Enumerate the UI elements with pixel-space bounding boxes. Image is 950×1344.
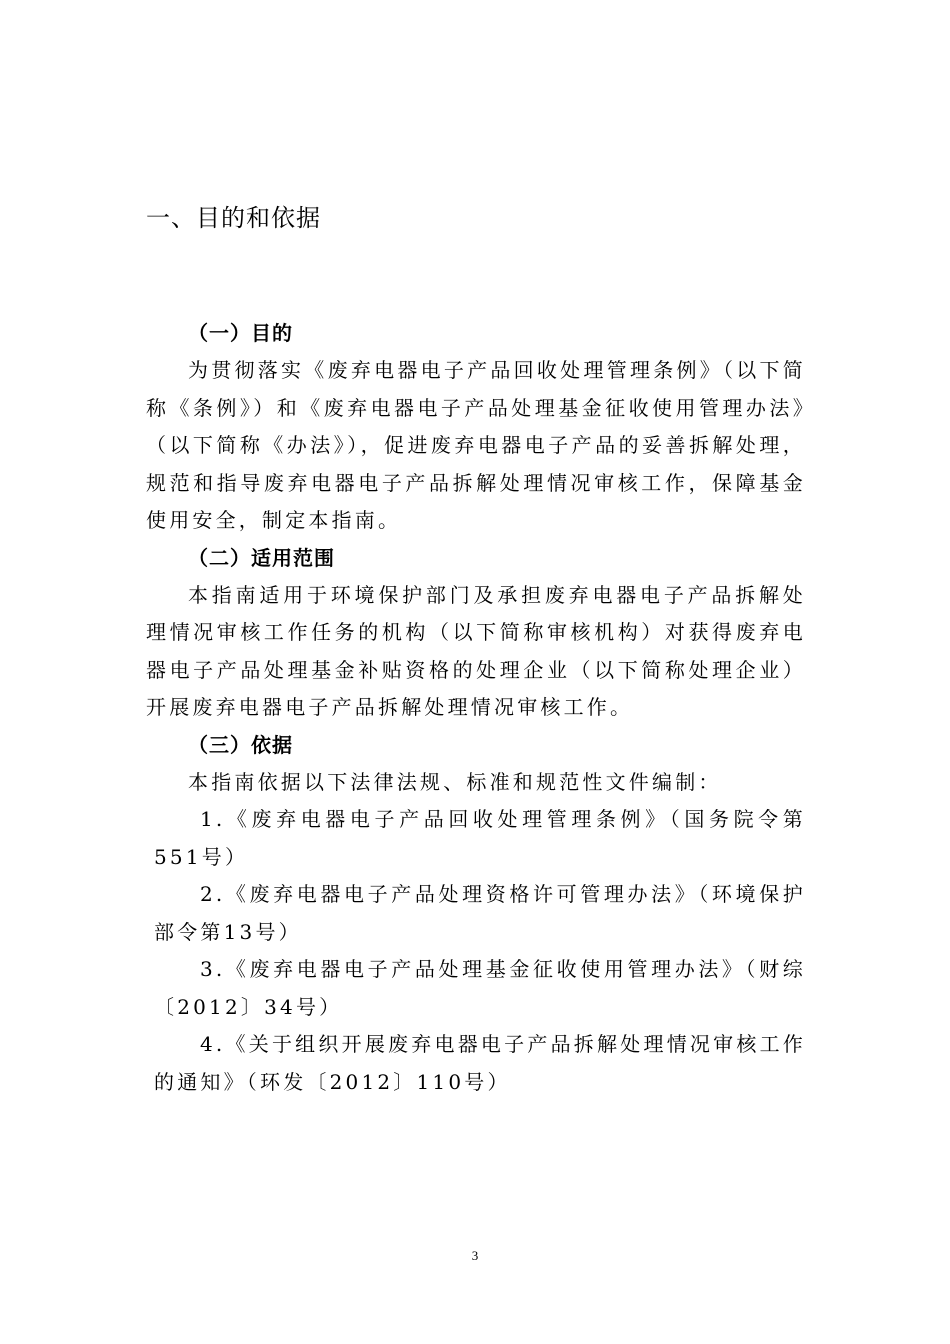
paragraph-scope: 本指南适用于环境保护部门及承担废弃电器电子产品拆解处理情况审核工作任务的机构（以下简称审核机构）对获得废弃电器电子产品处理基金补贴资格的处理企业（以下简称处理企业）开展废弃电器电子产品拆解处理情况审核工作。 xyxy=(146,582,806,719)
page-number: 3 xyxy=(471,1248,479,1263)
document-body xyxy=(146,315,806,1101)
reference-item: 1.《废弃电器电子产品回收处理管理条例》（国务院令第551号） xyxy=(154,807,806,869)
reference-item: 3.《废弃电器电子产品处理基金征收使用管理办法》（财综〔2012〕34号） xyxy=(154,957,806,1019)
reference-list xyxy=(146,801,806,1101)
reference-item: 4.《关于组织开展废弃电器电子产品拆解处理情况审核工作的通知》（环发〔2012〕110号） xyxy=(154,1032,806,1094)
subsection-title-purpose: （一）目的 xyxy=(188,321,293,345)
reference-item: 2.《废弃电器电子产品处理资格许可管理办法》（环境保护部令第13号） xyxy=(154,882,806,944)
paragraph-basis-intro: 本指南依据以下法律法规、标准和规范性文件编制： xyxy=(188,769,722,794)
paragraph-purpose: 为贯彻落实《废弃电器电子产品回收处理管理条例》（以下简称《条例》）和《废弃电器电子产品处理基金征收使用管理办法》（以下简称《办法》），促进废弃电器电子产品的妥善拆解处理，规范和指导废弃电器电子产品拆解处理情况审核工作，保障基金使用安全，制定本指南。 xyxy=(146,358,806,532)
section-heading: 一、目的和依据 xyxy=(146,204,321,232)
subsection-title-basis: （三）依据 xyxy=(188,732,293,757)
subsection-title-scope: （二）适用范围 xyxy=(188,545,335,570)
